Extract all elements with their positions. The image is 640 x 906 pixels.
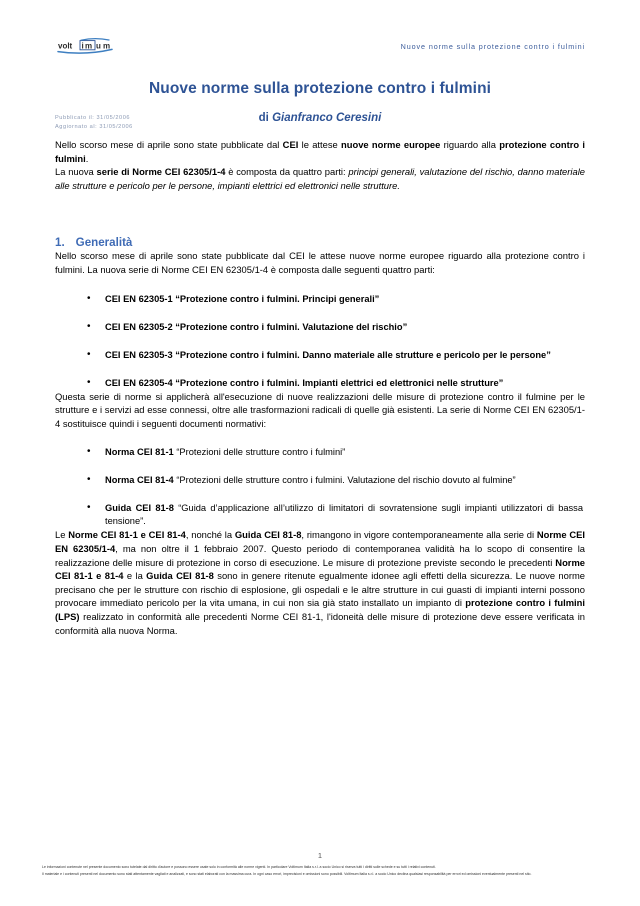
list-item-rest: “Protezione contro i fulmini. Principi generali” <box>172 293 380 304</box>
list-item-bold: Norma CEI 81-4 <box>105 475 174 486</box>
list-item-bold: CEI EN 62305-3 <box>105 349 173 360</box>
byline <box>0 112 640 124</box>
fp-bold-3: Norme CEI EN 62305/1-4 <box>55 529 585 554</box>
svg-text:volt: volt <box>58 41 73 51</box>
list-item <box>55 349 585 362</box>
fp-bold-2: Guida CEI 81-8 <box>234 529 302 541</box>
list-item-bold: Guida CEI 81-8 <box>105 503 174 514</box>
section-1-paragraph-1: Nello scorso mese di aprile sono state pubblicate dal CEI le attese nuove norme europee riguardo alla protezione contro i fulmini. La nuova serie di Norme CEI EN 62305/1-4 è composta dalle seguenti quattro parti: <box>55 250 585 275</box>
intro-text-2: le attese <box>298 139 342 150</box>
list-item-rest: “Protezione contro i fulmini. Impianti elettrici ed elettronici nelle strutture” <box>172 377 504 388</box>
fp-bold-5: Guida CEI 81-8 <box>146 570 214 582</box>
page-header <box>0 0 640 56</box>
list-item-rest: “Protezioni delle strutture contro i fulmini” <box>173 447 346 458</box>
intro-text-4: . <box>85 152 89 164</box>
intro-bold-norme: nuove norme europee <box>341 139 441 150</box>
fp-text-5: e la <box>123 570 147 582</box>
section-1-final-paragraph <box>55 528 585 637</box>
intro-italic-parts: principi generali, valutazione del rischio, danno materiale alle strutture e pericolo per le persone, impianti elettrici ed elettronici nelle strutture. <box>55 166 585 191</box>
meta-row <box>0 98 640 138</box>
section-1-heading <box>55 236 585 249</box>
intro-bold-protezione: protezione contro i fulmini <box>55 139 585 164</box>
fp-text-3: , rimangono in vigore contemporaneamente alla serie di <box>301 529 537 541</box>
page-number: 1 <box>317 851 323 861</box>
fp-text-4: , ma non oltre il 1 febbraio 2007. Questo periodo di contemporanea validità ha lo scopo di consentire la realizzazione delle misure di protezione in corso di esecuzione. Le misure di protezione previste secondo le precedenti <box>55 542 586 568</box>
byline-prefix: di <box>258 112 273 124</box>
list-item-bold: CEI EN 62305-4 <box>105 377 173 388</box>
fp-text-7: realizzato in conformità alle precedenti Norme CEI 81-1, l'idoneità delle misure di protezione deve essere verificata in conformità alla nuova Norma. <box>55 610 585 636</box>
list-item <box>55 321 585 334</box>
author-name: Gianfranco Ceresini <box>272 112 382 124</box>
page-footer <box>0 851 640 878</box>
intro-text-3: riguardo alla <box>440 139 500 150</box>
fp-text-6: sono in genere ritenute egualmente idonee agli effetti della sicurezza. Le nuove norme precisano che per le strutture con rischio di esplosione, gli ospedali e le altre strutture in cui guasti di impianti interni possono provocare immediato pericolo per la vita umana, in cui non sia già stato installato un impianto di <box>55 570 585 609</box>
intro-text-1: Nello scorso mese di aprile sono state pubblicate dal <box>55 139 283 150</box>
section-1-paragraph-2: Questa serie di norme si applicherà all'esecuzione di nuove realizzazioni delle misure di protezione contro il fulmine per le strutture e i servizi ad esse connessi, oltre alle trasformazioni radicali di quelle già esistenti. La serie di Norme CEI EN 62305/1-4 sostituisce quindi i seguenti documenti normativi: <box>55 390 585 429</box>
list-item <box>55 377 585 390</box>
voltimum-logo <box>55 37 117 55</box>
document-body <box>0 138 640 637</box>
updated-date: Aggiornato al: 31/05/2006 <box>55 124 133 130</box>
list-item-rest: “Protezioni delle strutture contro i fulmini. Valutazione del rischio dovuto al fulmine” <box>173 475 516 486</box>
fp-text-2: , nonché la <box>185 529 235 541</box>
intro-bold-cei: CEI <box>282 139 299 150</box>
fp-bold-1: Norme CEI 81-1 e CEI 81-4 <box>68 529 186 541</box>
fp-bold-6: protezione contro i fulmini (LPS) <box>55 597 585 622</box>
section-1-title: Generalità <box>75 236 133 250</box>
list-item <box>55 502 585 528</box>
svg-text:m: m <box>85 41 93 51</box>
norme-81-list <box>55 446 585 528</box>
list-item <box>55 446 585 459</box>
published-date: Pubblicato il: 31/05/2006 <box>55 115 131 121</box>
svg-text:i: i <box>81 41 84 51</box>
footer-disclaimer <box>0 865 640 877</box>
list-item-bold: CEI EN 62305-1 <box>105 293 173 304</box>
section-1-number: 1. <box>55 236 65 250</box>
list-item <box>55 474 585 487</box>
running-header-title: Nuove norme sulla protezione contro i fulmini <box>400 41 585 51</box>
list-item-rest: “Protezione contro i fulmini. Valutazione del rischio” <box>172 321 408 332</box>
footer-disclaimer-line-1: Le informazioni contenute nel presente documento sono tutelate dal diritto d'autore e possono essere usate solo in conformità alle norme vigenti. In particolare Voltimum Italia s.r.l. a socio Unico si riserva tutti i diritti sulle schede e su tutti i relativi contenuti. <box>42 865 436 870</box>
intro-text-6: è composta da quattro parti: <box>225 166 349 178</box>
norme-62305-list <box>55 293 585 390</box>
list-item <box>55 293 585 306</box>
intro-bold-serie: serie di Norme CEI 62305/1-4 <box>96 166 226 178</box>
footer-disclaimer-line-2: Il materiale e i contenuti presenti nel documento sono stati attentamente vagliati e analizzati, e sono stati elaborati con la massima cura. In ogni caso errori, imprecisioni e omissioni sono possibili. Voltimum Italia s.r.l. a socio Unico declina qualsiasi responsabilità per errori ed omissioni eventualmente presenti nel sito. <box>42 871 532 876</box>
list-item-rest: “Guida d’applicazione all’utilizzo di limitatori di sovratensione sugli impianti utilizzatori di bassa tensione”. <box>105 503 583 527</box>
list-item-bold: CEI EN 62305-2 <box>105 321 173 332</box>
svg-text:m: m <box>103 41 111 51</box>
page-title: Nuove norme sulla protezione contro i fulmini <box>148 80 492 97</box>
svg-text:u: u <box>96 41 101 51</box>
list-item-bold: Norma CEI 81-1 <box>105 447 174 458</box>
intro-text-5: La nuova <box>55 166 97 178</box>
voltimum-logo-icon <box>55 37 117 55</box>
list-item-rest: “Protezione contro i fulmini. Danno materiale alle strutture e pericolo per le persone” <box>172 349 551 360</box>
fp-text-1: Le <box>55 529 69 541</box>
fp-bold-4: Norme CEI 81-1 e 81-4 <box>55 556 585 582</box>
intro-paragraph <box>55 138 585 192</box>
